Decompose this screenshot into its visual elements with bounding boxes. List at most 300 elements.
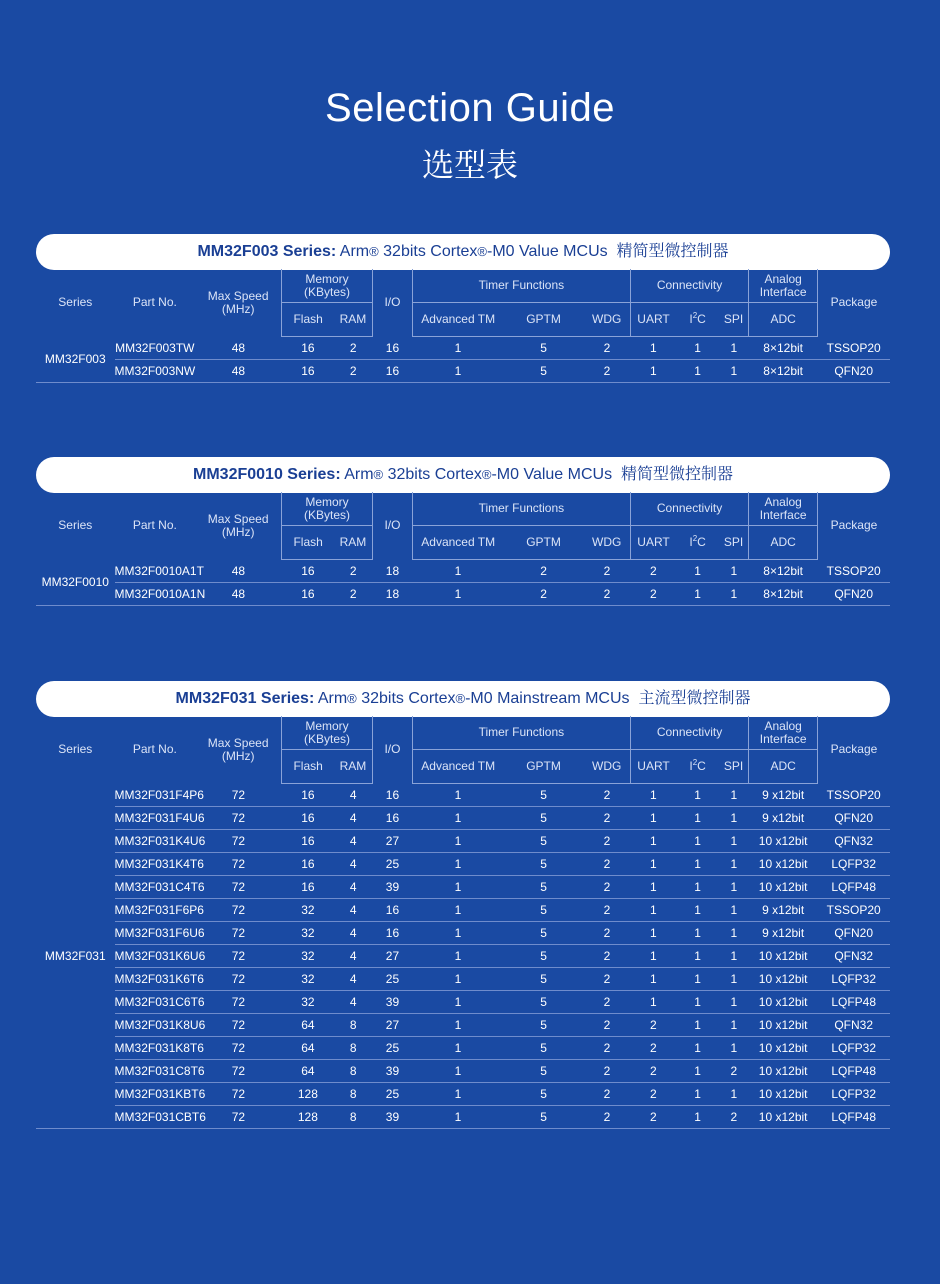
cell-i2c: 1 xyxy=(676,899,718,922)
header-connectivity: Connectivity xyxy=(630,269,749,303)
cell-wdg: 2 xyxy=(584,922,630,945)
header-memory-label: Memory xyxy=(305,494,349,509)
selection-table xyxy=(36,492,890,606)
cell-flash: 16 xyxy=(282,583,334,606)
cell-adc: 10 x12bit xyxy=(749,968,817,991)
table-row xyxy=(36,337,890,360)
cell-io: 16 xyxy=(372,922,412,945)
header-gptm: GPTM xyxy=(503,526,584,560)
cell-package: LQFP32 xyxy=(817,1083,890,1106)
cell-flash: 16 xyxy=(282,853,334,876)
table-row xyxy=(36,360,890,383)
cell-gptm: 5 xyxy=(503,899,584,922)
cell-wdg: 2 xyxy=(584,1037,630,1060)
series-banner xyxy=(36,234,890,270)
cell-advanced-tm: 1 xyxy=(413,807,504,830)
cell-ram: 4 xyxy=(334,853,372,876)
cell-wdg: 2 xyxy=(584,560,630,583)
cell-i2c: 1 xyxy=(676,876,718,899)
cell-wdg: 2 xyxy=(584,968,630,991)
header-gptm: GPTM xyxy=(503,303,584,337)
cell-max-speed: 72 xyxy=(195,1014,282,1037)
cell-gptm: 5 xyxy=(503,337,584,360)
header-spi: SPI xyxy=(719,526,749,560)
cell-io: 39 xyxy=(372,1106,412,1129)
cell-flash: 32 xyxy=(282,991,334,1014)
cell-ram: 8 xyxy=(334,1106,372,1129)
cell-advanced-tm: 1 xyxy=(413,876,504,899)
cell-spi: 1 xyxy=(719,968,749,991)
header-i2c-i: I xyxy=(689,759,693,773)
cell-series: MM32F0010 xyxy=(36,560,115,606)
cell-package: LQFP32 xyxy=(817,1037,890,1060)
cell-package: LQFP32 xyxy=(817,968,890,991)
cell-ram: 2 xyxy=(334,583,372,606)
table-row xyxy=(36,968,890,991)
cell-adc: 10 x12bit xyxy=(749,853,817,876)
cell-ram: 2 xyxy=(334,337,372,360)
cell-gptm: 5 xyxy=(503,807,584,830)
cell-spi: 1 xyxy=(719,991,749,1014)
cell-i2c: 1 xyxy=(676,784,718,807)
cell-max-speed: 72 xyxy=(195,991,282,1014)
series-banner xyxy=(36,681,890,717)
header-connectivity: Connectivity xyxy=(630,492,749,526)
header-max-speed-label: Max Speed xyxy=(207,288,269,303)
cell-max-speed: 72 xyxy=(195,899,282,922)
cell-uart: 1 xyxy=(630,337,676,360)
cell-uart: 1 xyxy=(630,830,676,853)
cell-adc: 10 x12bit xyxy=(749,1060,817,1083)
cell-io: 18 xyxy=(372,583,412,606)
table-row xyxy=(36,1083,890,1106)
cell-part-no: MM32F031K8U6 xyxy=(115,1014,196,1037)
cell-uart: 2 xyxy=(630,1014,676,1037)
cell-part-no: MM32F031CBT6 xyxy=(115,1106,196,1129)
cell-i2c: 1 xyxy=(676,830,718,853)
header-interface-label: Interface xyxy=(759,731,807,746)
cell-spi: 1 xyxy=(719,1014,749,1037)
cell-advanced-tm: 1 xyxy=(413,1037,504,1060)
cell-uart: 2 xyxy=(630,1083,676,1106)
cell-advanced-tm: 1 xyxy=(413,945,504,968)
series-desc-b: 32bits Cortex xyxy=(383,243,478,260)
table-row xyxy=(36,1014,890,1037)
cell-flash: 128 xyxy=(282,1106,334,1129)
cell-package: LQFP32 xyxy=(817,853,890,876)
header-i2c xyxy=(676,750,718,784)
header-flash: Flash xyxy=(282,526,334,560)
header-analog-interface xyxy=(749,269,817,303)
cell-advanced-tm: 1 xyxy=(413,560,504,583)
cell-part-no: MM32F031K4T6 xyxy=(115,853,196,876)
cell-io: 18 xyxy=(372,560,412,583)
header-ram: RAM xyxy=(334,750,372,784)
header-series: Series xyxy=(58,518,93,533)
cell-spi: 1 xyxy=(719,922,749,945)
header-i2c-i: I xyxy=(689,535,693,549)
registered-mark: ® xyxy=(347,691,357,706)
cell-series: MM32F003 xyxy=(36,337,115,383)
cell-flash: 16 xyxy=(282,807,334,830)
cell-wdg: 2 xyxy=(584,853,630,876)
cell-io: 39 xyxy=(372,1060,412,1083)
cell-flash: 16 xyxy=(282,830,334,853)
table-row xyxy=(36,991,890,1014)
cell-i2c: 1 xyxy=(676,991,718,1014)
cell-flash: 16 xyxy=(282,784,334,807)
cell-ram: 4 xyxy=(334,968,372,991)
cell-adc: 9 x12bit xyxy=(749,922,817,945)
header-i2c xyxy=(676,526,718,560)
cell-advanced-tm: 1 xyxy=(413,991,504,1014)
cell-io: 25 xyxy=(372,1037,412,1060)
cell-uart: 1 xyxy=(630,945,676,968)
cell-wdg: 2 xyxy=(584,583,630,606)
cell-spi: 1 xyxy=(719,337,749,360)
cell-series: MM32F031 xyxy=(36,784,115,1129)
cell-package: TSSOP20 xyxy=(817,899,890,922)
cell-ram: 4 xyxy=(334,922,372,945)
cell-advanced-tm: 1 xyxy=(413,1014,504,1037)
cell-part-no: MM32F0010A1N xyxy=(115,583,196,606)
cell-spi: 1 xyxy=(719,830,749,853)
page-title: Selection Guide xyxy=(325,86,615,130)
cell-wdg: 2 xyxy=(584,1014,630,1037)
header-spi: SPI xyxy=(719,750,749,784)
header-analog-label: Analog xyxy=(764,494,802,509)
cell-uart: 2 xyxy=(630,1037,676,1060)
header-analog-label: Analog xyxy=(764,718,802,733)
series-desc-c: -M0 Value MCUs xyxy=(487,243,608,260)
header-memory-unit: (KBytes) xyxy=(304,284,351,299)
cell-part-no: MM32F031K6T6 xyxy=(115,968,196,991)
cell-wdg: 2 xyxy=(584,945,630,968)
cell-adc: 8×12bit xyxy=(749,360,817,383)
header-i2c-c: C xyxy=(697,535,706,549)
cell-package: TSSOP20 xyxy=(817,560,890,583)
cell-i2c: 1 xyxy=(676,807,718,830)
cell-ram: 8 xyxy=(334,1060,372,1083)
header-memory xyxy=(282,492,373,526)
header-uart: UART xyxy=(630,526,676,560)
cell-gptm: 5 xyxy=(503,968,584,991)
cell-wdg: 2 xyxy=(584,360,630,383)
table-row xyxy=(36,1106,890,1129)
cell-gptm: 5 xyxy=(503,1083,584,1106)
cell-max-speed: 72 xyxy=(195,784,282,807)
page-title-chinese: 选型表 xyxy=(421,146,518,184)
selection-table xyxy=(36,269,890,383)
header-memory-label: Memory xyxy=(305,271,349,286)
cell-i2c: 1 xyxy=(676,337,718,360)
table-row xyxy=(36,807,890,830)
cell-max-speed: 48 xyxy=(195,337,282,360)
cell-spi: 1 xyxy=(719,560,749,583)
header-package: Package xyxy=(817,269,890,337)
cell-ram: 4 xyxy=(334,945,372,968)
header-analog-interface xyxy=(749,716,817,750)
cell-adc: 8×12bit xyxy=(749,560,817,583)
cell-adc: 9 x12bit xyxy=(749,784,817,807)
header-i2c-c: C xyxy=(697,312,706,326)
cell-package: QFN20 xyxy=(817,807,890,830)
registered-mark: ® xyxy=(373,467,384,482)
series-desc-cn: 精简型微控制器 xyxy=(620,466,733,483)
cell-advanced-tm: 1 xyxy=(413,830,504,853)
cell-max-speed: 72 xyxy=(195,876,282,899)
cell-part-no: MM32F031F4P6 xyxy=(115,784,196,807)
header-analog-label: Analog xyxy=(764,271,802,286)
cell-adc: 9 x12bit xyxy=(749,899,817,922)
header-memory-unit: (KBytes) xyxy=(304,507,351,522)
cell-ram: 4 xyxy=(334,876,372,899)
table-row xyxy=(36,1060,890,1083)
cell-max-speed: 48 xyxy=(195,360,282,383)
table-row xyxy=(36,945,890,968)
header-max-speed xyxy=(195,492,282,560)
header-max-speed-label: Max Speed xyxy=(207,511,269,526)
table-row xyxy=(36,876,890,899)
cell-flash: 16 xyxy=(282,560,334,583)
table-row xyxy=(36,1037,890,1060)
cell-advanced-tm: 1 xyxy=(413,784,504,807)
cell-advanced-tm: 1 xyxy=(413,360,504,383)
cell-package: QFN20 xyxy=(817,922,890,945)
cell-advanced-tm: 1 xyxy=(413,968,504,991)
table-row xyxy=(36,560,890,583)
cell-flash: 32 xyxy=(282,899,334,922)
header-adc: ADC xyxy=(749,303,817,337)
header-ram: RAM xyxy=(334,526,372,560)
cell-part-no: MM32F003NW xyxy=(115,360,196,383)
cell-spi: 1 xyxy=(719,807,749,830)
header-spi: SPI xyxy=(719,303,749,337)
cell-io: 16 xyxy=(372,899,412,922)
cell-wdg: 2 xyxy=(584,784,630,807)
cell-i2c: 1 xyxy=(676,1060,718,1083)
cell-max-speed: 72 xyxy=(195,853,282,876)
cell-advanced-tm: 1 xyxy=(413,853,504,876)
cell-max-speed: 72 xyxy=(195,1083,282,1106)
cell-gptm: 2 xyxy=(503,560,584,583)
registered-mark: ® xyxy=(369,244,379,259)
cell-adc: 10 x12bit xyxy=(749,945,817,968)
cell-gptm: 5 xyxy=(503,1037,584,1060)
table-row xyxy=(36,830,890,853)
cell-advanced-tm: 1 xyxy=(413,583,504,606)
cell-part-no: MM32F003TW xyxy=(115,337,196,360)
cell-ram: 8 xyxy=(334,1083,372,1106)
header-max-speed-unit: (MHz) xyxy=(221,301,255,316)
cell-package: TSSOP20 xyxy=(817,784,890,807)
cell-i2c: 1 xyxy=(676,1083,718,1106)
cell-spi: 1 xyxy=(719,583,749,606)
cell-part-no: MM32F031K6U6 xyxy=(115,945,196,968)
series-desc-cn: 精简型微控制器 xyxy=(616,243,729,260)
cell-max-speed: 72 xyxy=(195,807,282,830)
header-max-speed xyxy=(195,269,282,337)
cell-wdg: 2 xyxy=(584,876,630,899)
cell-uart: 2 xyxy=(630,583,676,606)
cell-spi: 1 xyxy=(719,1083,749,1106)
series-name: MM32F0010 Series: xyxy=(193,466,341,483)
cell-io: 16 xyxy=(372,784,412,807)
header-package: Package xyxy=(817,492,890,560)
cell-flash: 16 xyxy=(282,337,334,360)
cell-flash: 32 xyxy=(282,945,334,968)
header-timer-functions: Timer Functions xyxy=(413,492,631,526)
cell-package: QFN20 xyxy=(817,583,890,606)
cell-adc: 8×12bit xyxy=(749,583,817,606)
cell-uart: 1 xyxy=(630,899,676,922)
cell-i2c: 1 xyxy=(676,1037,718,1060)
cell-package: LQFP48 xyxy=(817,876,890,899)
series-desc-a: Arm xyxy=(339,243,370,260)
header-i2c xyxy=(676,303,718,337)
header-max-speed-unit: (MHz) xyxy=(221,524,255,539)
cell-spi: 1 xyxy=(719,945,749,968)
cell-advanced-tm: 1 xyxy=(413,899,504,922)
cell-wdg: 2 xyxy=(584,899,630,922)
cell-gptm: 5 xyxy=(503,830,584,853)
cell-uart: 2 xyxy=(630,1106,676,1129)
cell-max-speed: 72 xyxy=(195,922,282,945)
cell-max-speed: 72 xyxy=(195,945,282,968)
header-memory xyxy=(282,716,373,750)
header-connectivity: Connectivity xyxy=(630,716,749,750)
cell-io: 27 xyxy=(372,830,412,853)
series-banner xyxy=(36,457,890,493)
header-i2c-c: C xyxy=(697,759,706,773)
cell-part-no: MM32F031C6T6 xyxy=(115,991,196,1014)
series-desc-c: -M0 Value MCUs xyxy=(491,466,613,483)
cell-i2c: 1 xyxy=(676,853,718,876)
cell-advanced-tm: 1 xyxy=(413,337,504,360)
header-gptm: GPTM xyxy=(503,750,584,784)
cell-package: QFN20 xyxy=(817,360,890,383)
header-analog-interface xyxy=(749,492,817,526)
cell-max-speed: 72 xyxy=(195,1106,282,1129)
header-ram: RAM xyxy=(334,303,372,337)
header-memory xyxy=(282,269,373,303)
cell-io: 27 xyxy=(372,945,412,968)
cell-adc: 10 x12bit xyxy=(749,991,817,1014)
cell-uart: 1 xyxy=(630,991,676,1014)
selection-table xyxy=(36,716,890,1129)
cell-adc: 9 x12bit xyxy=(749,807,817,830)
header-advanced-tm: Advanced TM xyxy=(413,526,504,560)
cell-package: LQFP48 xyxy=(817,1060,890,1083)
cell-uart: 1 xyxy=(630,807,676,830)
cell-part-no: MM32F031KBT6 xyxy=(115,1083,196,1106)
header-wdg: WDG xyxy=(584,303,630,337)
header-flash: Flash xyxy=(282,750,334,784)
series-desc-b: 32bits Cortex xyxy=(361,690,456,707)
cell-flash: 32 xyxy=(282,922,334,945)
header-package: Package xyxy=(817,716,890,784)
cell-io: 16 xyxy=(372,807,412,830)
cell-wdg: 2 xyxy=(584,337,630,360)
series-name: MM32F031 Series: xyxy=(175,690,315,707)
cell-io: 16 xyxy=(372,360,412,383)
header-timer-functions: Timer Functions xyxy=(413,716,631,750)
cell-io: 27 xyxy=(372,1014,412,1037)
cell-package: QFN32 xyxy=(817,1014,890,1037)
cell-adc: 8×12bit xyxy=(749,337,817,360)
cell-spi: 1 xyxy=(719,899,749,922)
cell-spi: 1 xyxy=(719,1037,749,1060)
header-advanced-tm: Advanced TM xyxy=(413,303,504,337)
cell-gptm: 5 xyxy=(503,853,584,876)
series-section xyxy=(36,457,890,606)
header-max-speed-label: Max Speed xyxy=(207,735,269,750)
header-i2c-sup: 2 xyxy=(692,534,698,543)
header-memory-unit: (KBytes) xyxy=(304,731,351,746)
header-flash: Flash xyxy=(282,303,334,337)
header-io: I/O xyxy=(372,492,412,560)
header-io: I/O xyxy=(372,716,412,784)
cell-advanced-tm: 1 xyxy=(413,1083,504,1106)
cell-flash: 64 xyxy=(282,1014,334,1037)
header-part-no: Part No. xyxy=(132,742,177,757)
cell-part-no: MM32F031K4U6 xyxy=(115,830,196,853)
header-io: I/O xyxy=(372,269,412,337)
header-wdg: WDG xyxy=(584,750,630,784)
header-part-no: Part No. xyxy=(132,518,177,533)
series-section xyxy=(36,234,890,383)
cell-ram: 4 xyxy=(334,807,372,830)
cell-gptm: 5 xyxy=(503,991,584,1014)
header-adc: ADC xyxy=(749,750,817,784)
header-uart: UART xyxy=(630,303,676,337)
cell-uart: 2 xyxy=(630,1060,676,1083)
cell-i2c: 1 xyxy=(676,968,718,991)
cell-uart: 1 xyxy=(630,922,676,945)
cell-uart: 1 xyxy=(630,784,676,807)
cell-i2c: 1 xyxy=(676,360,718,383)
cell-gptm: 5 xyxy=(503,922,584,945)
cell-advanced-tm: 1 xyxy=(413,1106,504,1129)
cell-ram: 2 xyxy=(334,560,372,583)
cell-max-speed: 72 xyxy=(195,1037,282,1060)
header-series: Series xyxy=(58,742,93,757)
cell-part-no: MM32F031C8T6 xyxy=(115,1060,196,1083)
cell-ram: 4 xyxy=(334,991,372,1014)
header-memory-label: Memory xyxy=(305,718,349,733)
cell-i2c: 1 xyxy=(676,583,718,606)
cell-max-speed: 72 xyxy=(195,968,282,991)
cell-ram: 8 xyxy=(334,1037,372,1060)
table-row xyxy=(36,853,890,876)
header-adc: ADC xyxy=(749,526,817,560)
series-desc-a: Arm xyxy=(317,690,348,707)
series-desc-b: 32bits Cortex xyxy=(387,466,482,483)
cell-max-speed: 72 xyxy=(195,1060,282,1083)
series-section xyxy=(36,681,890,1129)
cell-i2c: 1 xyxy=(676,945,718,968)
series-name: MM32F003 Series: xyxy=(197,243,337,260)
header-series: Series xyxy=(58,295,93,310)
header-max-speed xyxy=(195,716,282,784)
cell-ram: 4 xyxy=(334,784,372,807)
cell-adc: 10 x12bit xyxy=(749,1037,817,1060)
cell-spi: 1 xyxy=(719,853,749,876)
cell-i2c: 1 xyxy=(676,1014,718,1037)
header-advanced-tm: Advanced TM xyxy=(413,750,504,784)
cell-max-speed: 48 xyxy=(195,583,282,606)
cell-gptm: 5 xyxy=(503,1106,584,1129)
